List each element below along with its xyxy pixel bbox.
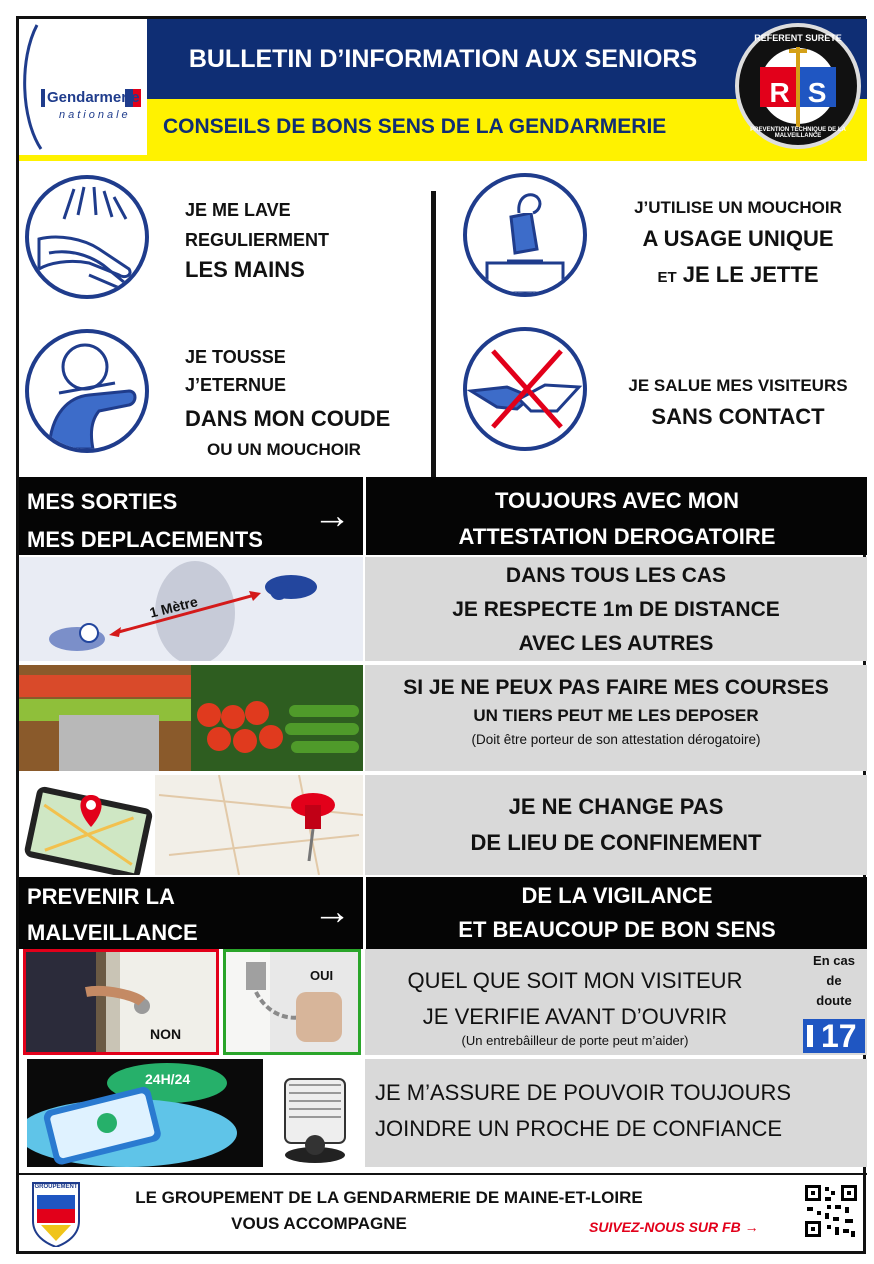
tip-cough-line1: JE TOUSSE — [185, 347, 286, 367]
tip-tissue-line2: A USAGE UNIQUE — [642, 226, 834, 251]
shopping-line3: (Doit être porteur de son attestation dérogatoire) — [471, 732, 761, 747]
bulletin-title: BULLETIN D’INFORMATION AUX SENIORS — [147, 19, 739, 99]
distance-line1: DANS TOUS LES CAS — [505, 564, 727, 587]
rolodex-icon — [267, 1059, 363, 1167]
shield-emblem-icon — [31, 1181, 81, 1247]
distance-line2: JE RESPECTE 1m DE DISTANCE — [452, 598, 780, 621]
phone-icon — [807, 1025, 813, 1047]
shopping-line1: SI JE NE PEUX PAS FAIRE MES COURSES — [403, 676, 829, 699]
tip-tissue-line3a: ET — [657, 269, 677, 286]
outings-left-line2: MES DEPLACEMENTS — [27, 527, 263, 552]
emergency-line1: En cas — [813, 953, 855, 968]
visitor-main — [365, 963, 785, 1035]
visitor-line2: JE VERIFIE AVANT D’OUVRIR — [422, 1004, 728, 1029]
band-divider — [363, 877, 366, 949]
tip-wash-line3: LES MAINS — [185, 257, 305, 282]
visitor-text — [365, 949, 867, 1055]
emergency-line2: de — [826, 973, 842, 988]
tip-cough-line4: OU UN MOUCHOIR — [207, 440, 361, 459]
bulletin-page — [16, 16, 866, 1254]
visitor-line3: (Un entrebâilleur de porte peut m’aider) — [461, 1033, 689, 1048]
phone-24h-image — [27, 1059, 263, 1167]
malveillance-right-line2: ET BEAUCOUP DE BON SENS — [458, 917, 776, 942]
tips-divider — [431, 191, 436, 477]
outings-band — [19, 477, 867, 555]
malveillance-arrow-icon: → — [313, 891, 351, 933]
logo-text-main: Gendarmerie — [47, 89, 140, 106]
distance-text — [365, 557, 867, 661]
door-non-label: NON — [150, 1026, 182, 1042]
confinement-image — [19, 775, 363, 875]
door-oui-label: OUI — [310, 968, 334, 983]
distance-image — [19, 557, 363, 661]
distance-line3: AVEC LES AUTRES — [518, 632, 714, 655]
bubble-24h: 24H/24 — [145, 1071, 191, 1087]
malveillance-left-line2: MALVEILLANCE — [27, 920, 198, 945]
shopping-image — [19, 665, 363, 771]
footer-line1: LE GROUPEMENT DE LA GENDARMERIE DE MAINE-ET-LOIRE — [135, 1188, 643, 1207]
tip-tissue-line1: J’UTILISE UN MOUCHOIR — [634, 198, 842, 217]
distance-label: 1 Mètre — [147, 593, 200, 621]
band-divider — [363, 477, 366, 555]
logo-text-sub: nationale — [59, 109, 131, 121]
outings-arrow-icon: → — [313, 495, 351, 537]
shield-label: GROUPEMENT — [34, 1184, 78, 1190]
groceries-icon — [19, 665, 363, 771]
emergency-note — [801, 951, 867, 1011]
tip-cough — [185, 343, 390, 461]
bulletin-subtitle: CONSEILS DE BONS SENS DE LA GENDARMERIE — [147, 99, 867, 155]
rolodex-image — [267, 1059, 363, 1167]
gendarmerie-logo-icon — [19, 19, 147, 155]
no-handshake-icon — [463, 327, 587, 451]
tip-tissue-line3b: JE LE JETTE — [682, 262, 819, 287]
shopping-line2: UN TIERS PEUT ME LES DEPOSER — [473, 706, 759, 725]
tip-cough-line2: J’ETERNUE — [185, 375, 287, 395]
contact-line1: JE M’ASSURE DE POUVOIR TOUJOURS — [375, 1080, 792, 1105]
seal-text-bottom: PREVENTION TECHNIQUE DE LA MALVEILLANCE — [750, 127, 846, 139]
seal-letters: RS — [769, 77, 845, 108]
hand-wash-icon — [25, 175, 149, 299]
tissue-icon — [463, 173, 587, 297]
contact-text — [365, 1059, 867, 1167]
tip-cough-line3: DANS MON COUDE — [185, 406, 391, 431]
outings-right-text — [367, 483, 867, 555]
tip-wash-line2: REGULIERMENT — [185, 230, 329, 250]
map-pin-icon — [19, 775, 363, 875]
tip-greet-line2: SANS CONTACT — [651, 404, 825, 429]
cough-elbow-icon — [25, 329, 149, 453]
malveillance-left-text — [27, 879, 198, 951]
confinement-text — [365, 775, 867, 875]
open-door-icon — [26, 952, 216, 1052]
confinement-line1: JE NE CHANGE PAS — [508, 794, 724, 819]
tip-greet-line1: JE SALUE MES VISITEURS — [628, 376, 848, 395]
malveillance-left-line1: PREVENIR LA — [27, 884, 175, 909]
emergency-17-badge — [803, 1019, 865, 1053]
tip-wash-line1: JE ME LAVE — [185, 200, 291, 220]
qr-code-icon — [803, 1183, 859, 1239]
outings-left-line1: MES SORTIES — [27, 489, 178, 514]
qr-code[interactable] — [803, 1183, 859, 1239]
contact-line2: JOINDRE UN PROCHE DE CONFIANCE — [375, 1116, 783, 1141]
outings-right-line1: TOUJOURS AVEC MON — [494, 488, 740, 513]
visitor-line1: QUEL QUE SOIT MON VISITEUR — [407, 968, 743, 993]
footer-line2: VOUS ACCOMPAGNE — [231, 1214, 407, 1233]
malveillance-band — [19, 877, 867, 949]
shopping-text — [365, 665, 867, 771]
groupement-shield — [31, 1181, 81, 1247]
outings-right-line2: ATTESTATION DEROGATOIRE — [458, 524, 776, 549]
door-oui-image — [223, 949, 361, 1055]
confinement-line2: DE LIEU DE CONFINEMENT — [470, 830, 762, 855]
tip-tissue — [609, 195, 867, 296]
malveillance-right-line1: DE LA VIGILANCE — [521, 883, 713, 908]
door-non-image — [23, 949, 219, 1055]
malveillance-right-text — [367, 879, 867, 947]
facebook-follow-link[interactable]: SUIVEZ-NOUS SUR FB → — [589, 1219, 759, 1235]
seal-text-top: REFERENT SURETE — [754, 33, 842, 43]
emergency-line3: doute — [816, 993, 852, 1008]
tip-wash — [185, 195, 329, 285]
door-chain-icon — [226, 952, 358, 1052]
emergency-number: 17 — [821, 1018, 857, 1054]
gendarmerie-logo — [19, 19, 147, 155]
footer-rule — [19, 1173, 867, 1175]
outings-left-text — [27, 483, 263, 559]
referent-surete-seal — [735, 23, 861, 149]
hygiene-tips — [19, 161, 867, 477]
tip-greet — [609, 371, 867, 433]
